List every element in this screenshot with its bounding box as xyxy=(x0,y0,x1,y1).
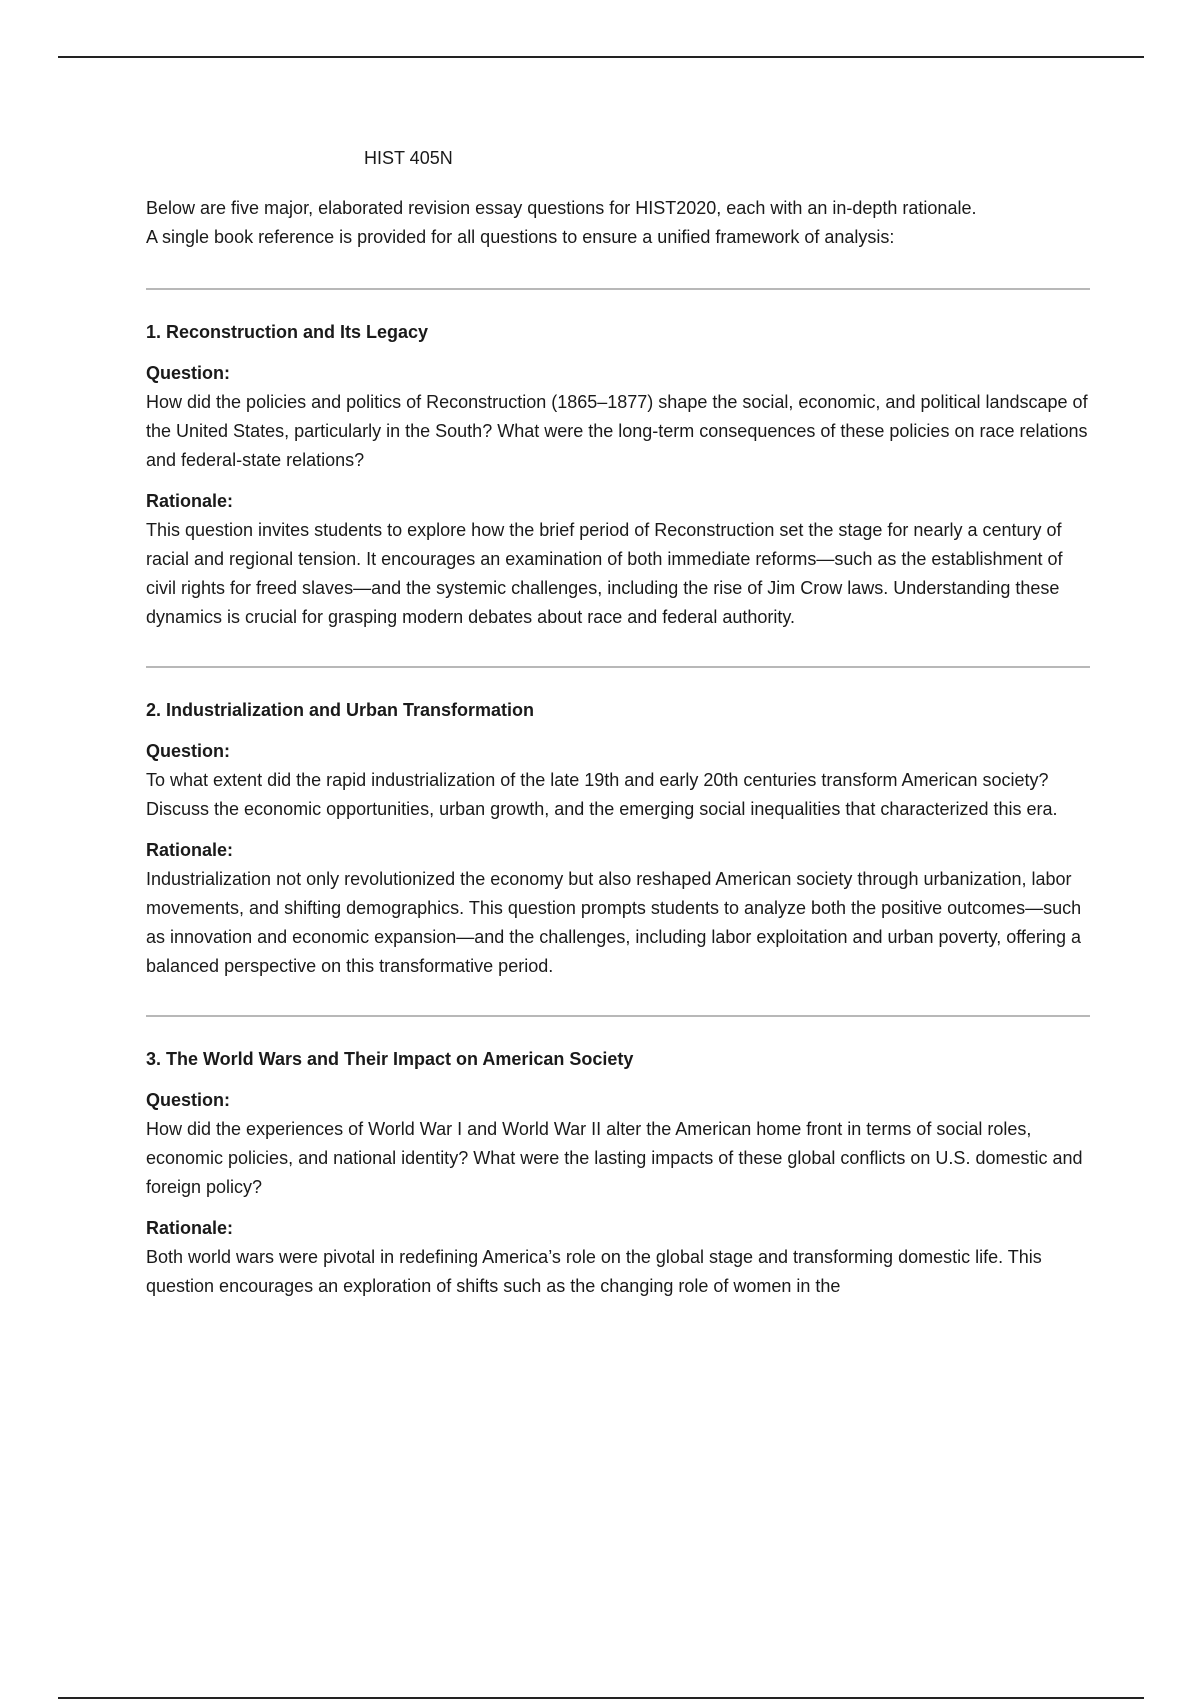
question-label: Question: xyxy=(146,741,230,761)
section-divider xyxy=(146,666,1090,668)
question-text: How did the experiences of World War I and World War II alter the American home front in terms of social roles, economic policies, and national identity? What were the lasting impacts of these global conflicts on U.S. domestic and foreign policy? xyxy=(146,1119,1083,1197)
question-text: To what extent did the rapid industrialization of the late 19th and early 20th centuries transform American society? Discuss the economic opportunities, urban growth, and the emerging social inequalities that characterized this era. xyxy=(146,770,1058,819)
rationale-label: Rationale: xyxy=(146,1218,234,1238)
section-title: 1. Reconstruction and Its Legacy xyxy=(146,322,429,342)
section-divider xyxy=(146,1015,1090,1017)
essay-section-2 xyxy=(146,696,1090,981)
section-divider xyxy=(146,288,1090,290)
intro-line-2: A single book reference is provided for all questions to ensure a unified framework of analysis: xyxy=(146,227,895,247)
question-text: How did the policies and politics of Reconstruction (1865–1877) shape the social, economic, and political landscape of the United States, particularly in the South? What were the long-term consequences of these policies on race relations and federal-state relations? xyxy=(146,392,1088,470)
section-title: 3. The World Wars and Their Impact on American Society xyxy=(146,1049,634,1069)
rationale-label: Rationale: xyxy=(146,840,234,860)
page-bottom-rule xyxy=(58,1697,1144,1699)
question-label: Question: xyxy=(146,1090,230,1110)
intro-line-1: Below are five major, elaborated revision essay questions for HIST2020, each with an in-depth rationale. xyxy=(146,198,977,218)
question-label: Question: xyxy=(146,363,230,383)
essay-section-3 xyxy=(146,1045,1090,1301)
document-body xyxy=(146,140,1090,1301)
section-title: 2. Industrialization and Urban Transformation xyxy=(146,700,535,720)
rationale-text: Industrialization not only revolutionized the economy but also reshaped American society through urbanization, labor movements, and shifting demographics. This question prompts students to analyze both the positive outcomes—such as innovation and economic expansion—and the challenges, including labor exploitation and urban poverty, offering a balanced perspective on this transformative period. xyxy=(146,869,1082,976)
rationale-text: This question invites students to explore how the brief period of Reconstruction set the stage for nearly a century of racial and regional tension. It encourages an examination of both immediate reforms—such as the establishment of civil rights for freed slaves—and the systemic challenges, including the rise of Jim Crow laws. Understanding these dynamics is crucial for grasping modern debates about race and federal authority. xyxy=(146,520,1063,627)
rationale-text: Both world wars were pivotal in redefining America’s role on the global stage and transforming domestic life. This question encourages an exploration of shifts such as the changing role of women in the xyxy=(146,1247,1042,1296)
page-top-rule xyxy=(58,56,1144,58)
course-code: HIST 405N xyxy=(364,148,453,168)
rationale-label: Rationale: xyxy=(146,491,234,511)
intro-paragraph xyxy=(146,194,1090,252)
essay-section-1 xyxy=(146,318,1090,632)
